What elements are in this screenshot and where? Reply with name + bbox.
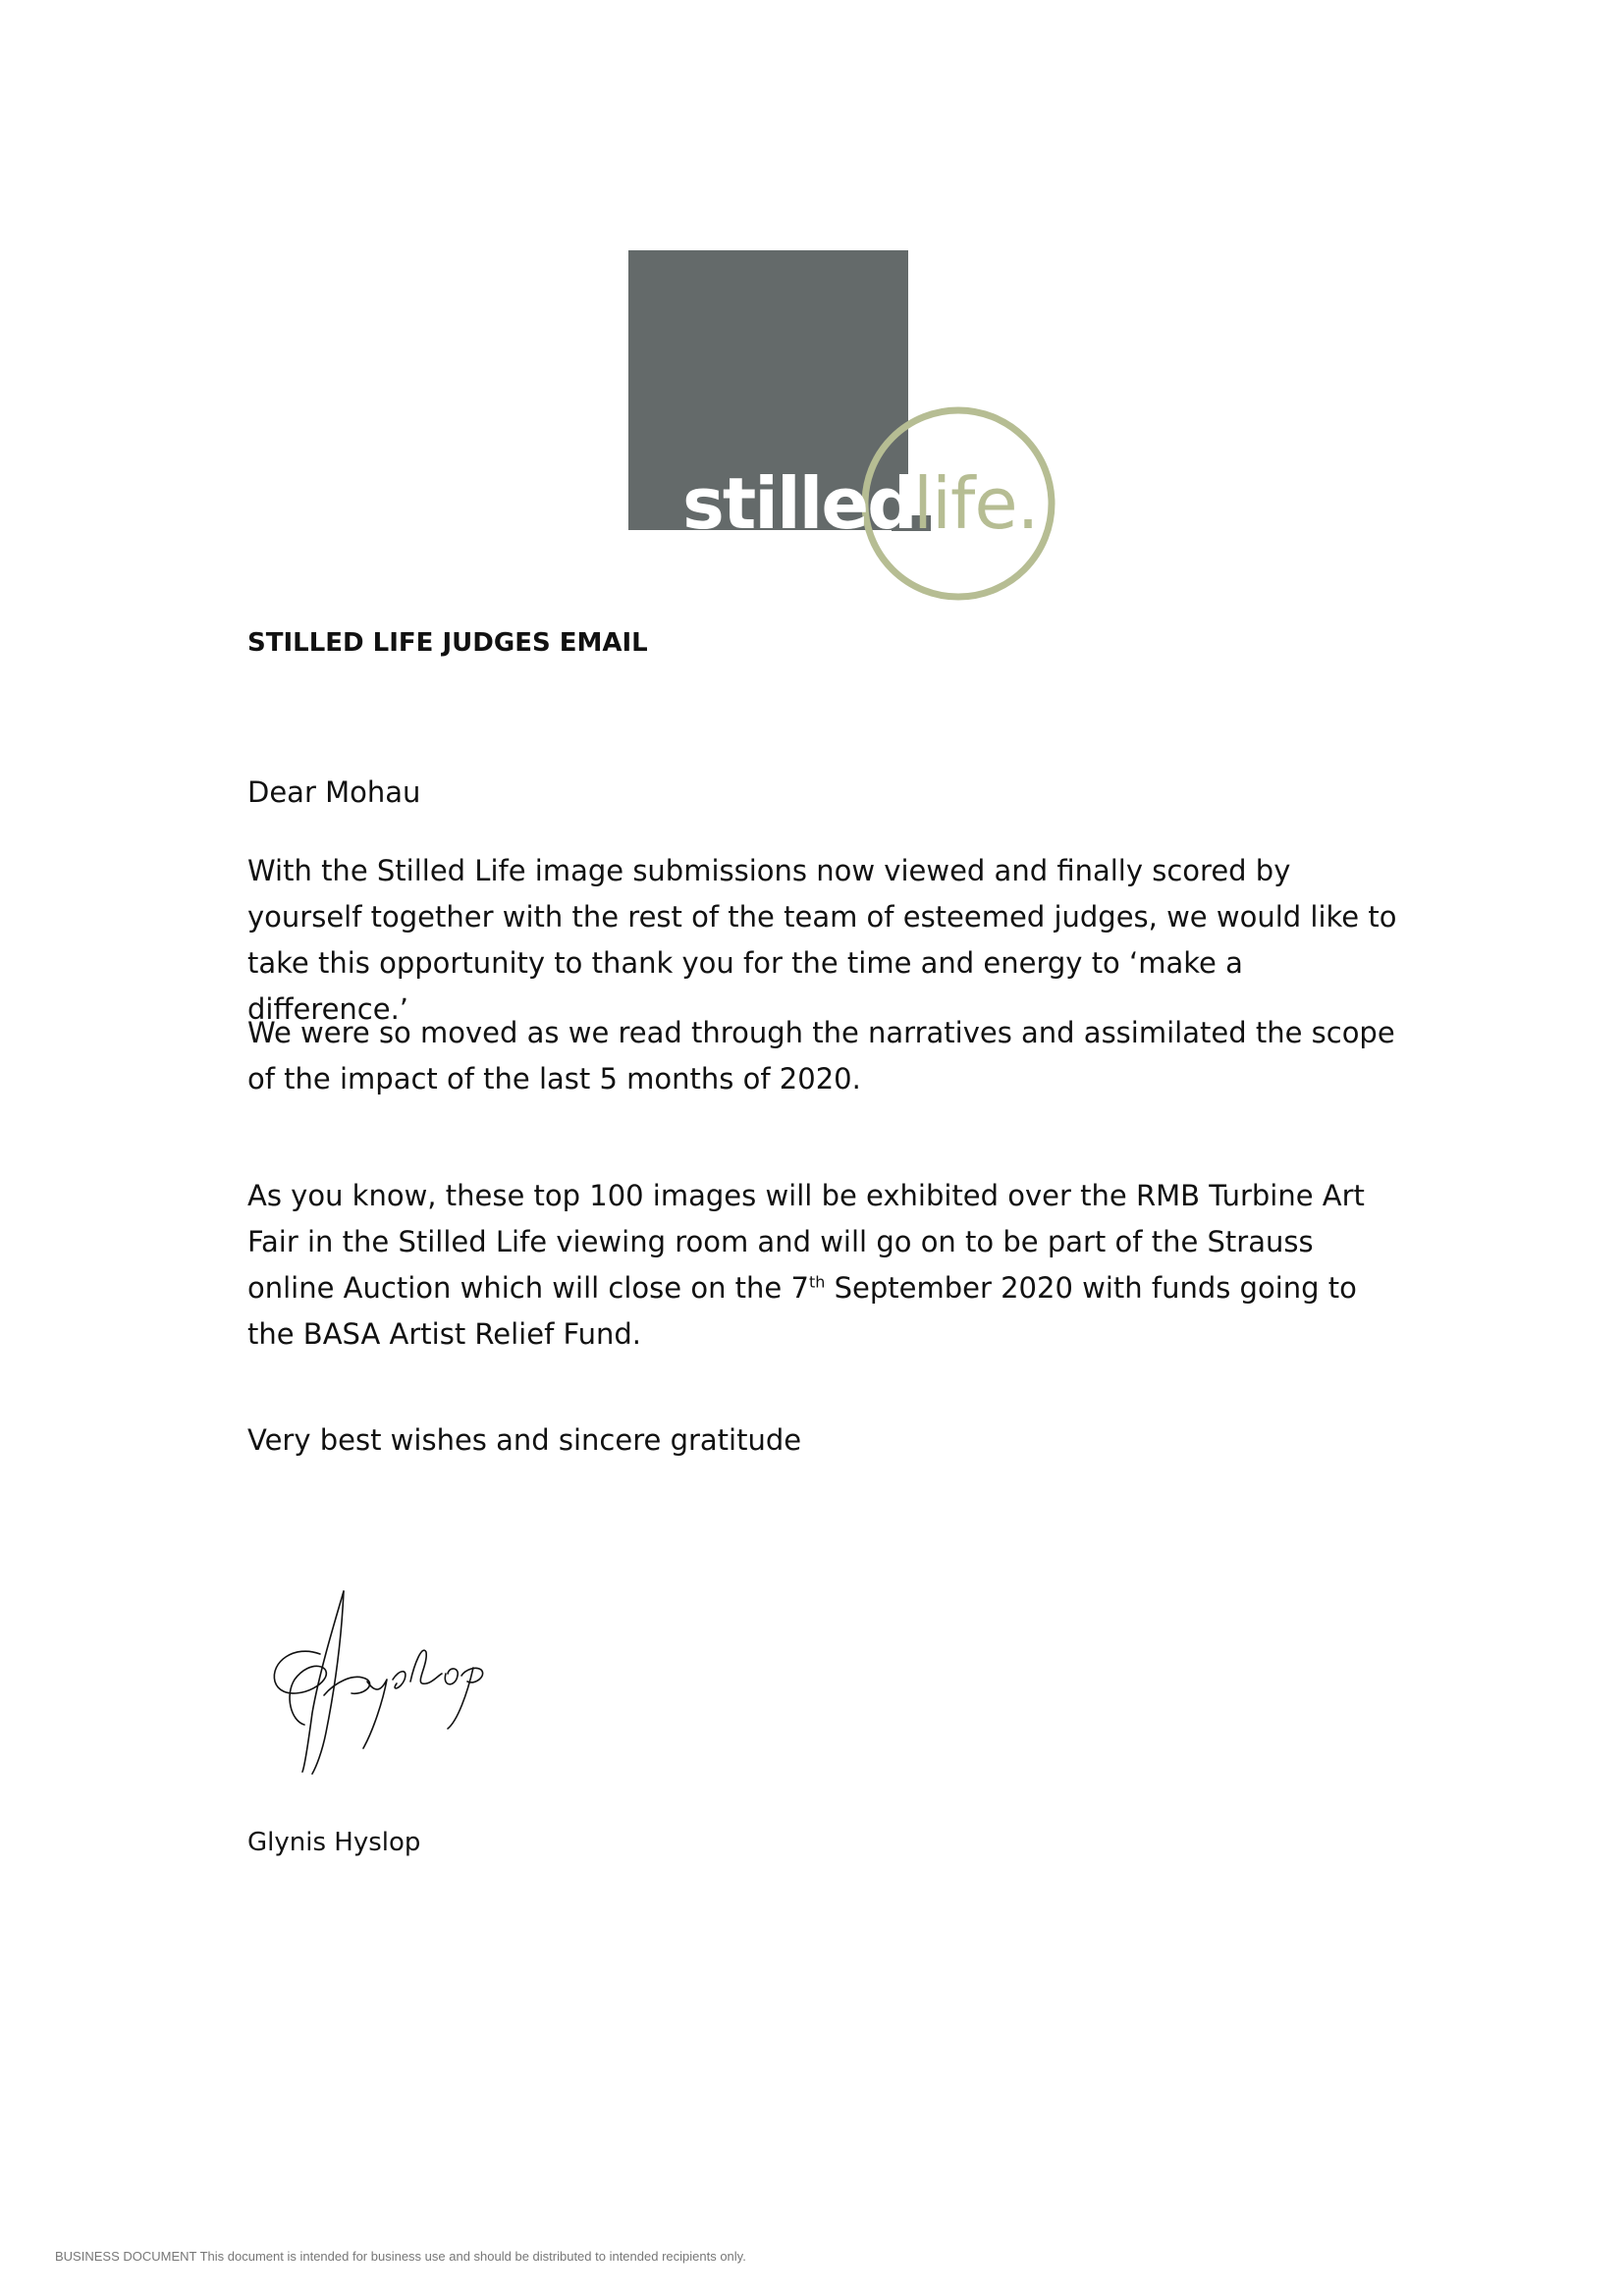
ordinal-suffix: th [808, 1272, 826, 1292]
paragraph-exhibition [247, 1173, 1406, 1358]
salutation: Dear Mohau [247, 775, 421, 809]
footer-disclaimer: BUSINESS DOCUMENT This document is intended for business use and should be distributed to intended recipients only. [55, 2249, 746, 2264]
handwritten-signature [265, 1585, 501, 1782]
closing: Very best wishes and sincere gratitude [247, 1423, 802, 1457]
logo-word-light: life. [913, 462, 1039, 545]
paragraph-exhibition-end: September 2020 with funds going to the BASA Artist Relief Fund. [247, 1271, 1357, 1351]
logo-word-bold: stilled [682, 462, 916, 545]
document-title: STILLED LIFE JUDGES EMAIL [247, 628, 648, 658]
paragraph-narratives: We were so moved as we read through the narratives and assimilated the scope of the impact of the last 5 months of 2020. [247, 1016, 1395, 1095]
signer-name: Glynis Hyslop [247, 1828, 421, 1857]
paragraph-thanks: With the Stilled Life image submissions now viewed and finally scored by yourself together with the rest of the team of esteemed judges, we would like to take this opportunity to thank you for the time and energy to ‘make a difference.’ [247, 854, 1397, 1026]
paragraph-exhibition-start: As you know, these top 100 images will be exhibited over the RMB Turbine Art Fair in the Stilled Life viewing room and will go on to be part of the Strauss online Auction which will close on the 7 [247, 1179, 1365, 1305]
stilled-life-logo [628, 250, 1080, 606]
